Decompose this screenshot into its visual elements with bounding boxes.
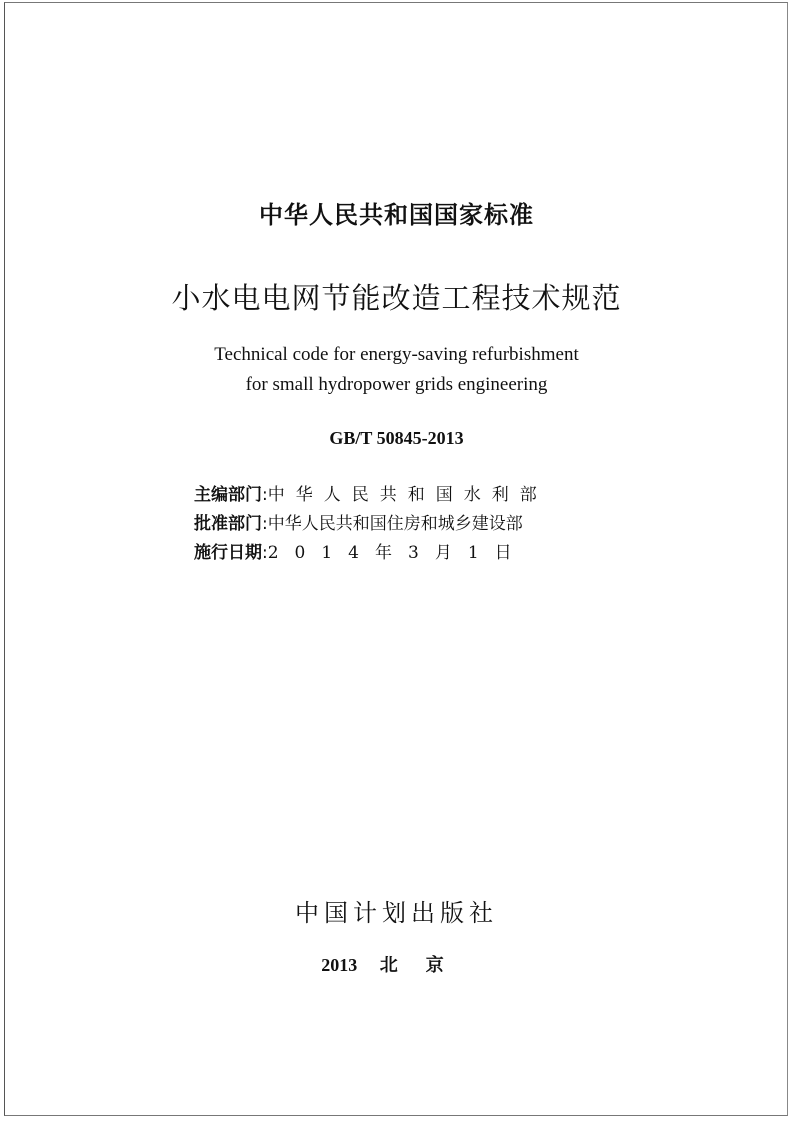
editor-value: 中华人民共和国水利部 [267, 485, 548, 505]
publication-city: 北京 [379, 955, 472, 976]
editor-row [194, 480, 614, 509]
english-title-line-1: Technical code for energy-saving refurbishment [214, 344, 579, 365]
editor-label: 主编部门 [194, 485, 262, 505]
approver-row [194, 509, 614, 538]
effective-date-separator: : [262, 543, 268, 563]
publisher-name: 中国计划出版社 [295, 899, 498, 927]
approver-separator: : [262, 514, 268, 534]
chinese-title: 小水电电网节能改造工程技术规范 [171, 281, 622, 315]
approver-value: 中华人民共和国住房和城乡建设部 [267, 514, 523, 534]
publication-year: 2013 [321, 955, 358, 975]
editor-separator: : [262, 485, 268, 505]
issuing-info [194, 480, 614, 567]
standard-number: GB/T 50845-2013 [329, 428, 464, 448]
approver-label: 批准部门 [194, 514, 262, 534]
standard-category: 中华人民共和国国家标准 [259, 201, 534, 229]
effective-date-row [194, 538, 614, 567]
effective-date-label: 施行日期 [194, 543, 262, 563]
effective-date-value: 2014年3月1日 [267, 543, 528, 563]
publication-line [0, 951, 793, 977]
english-title-line-2: for small hydropower grids engineering [245, 374, 548, 395]
